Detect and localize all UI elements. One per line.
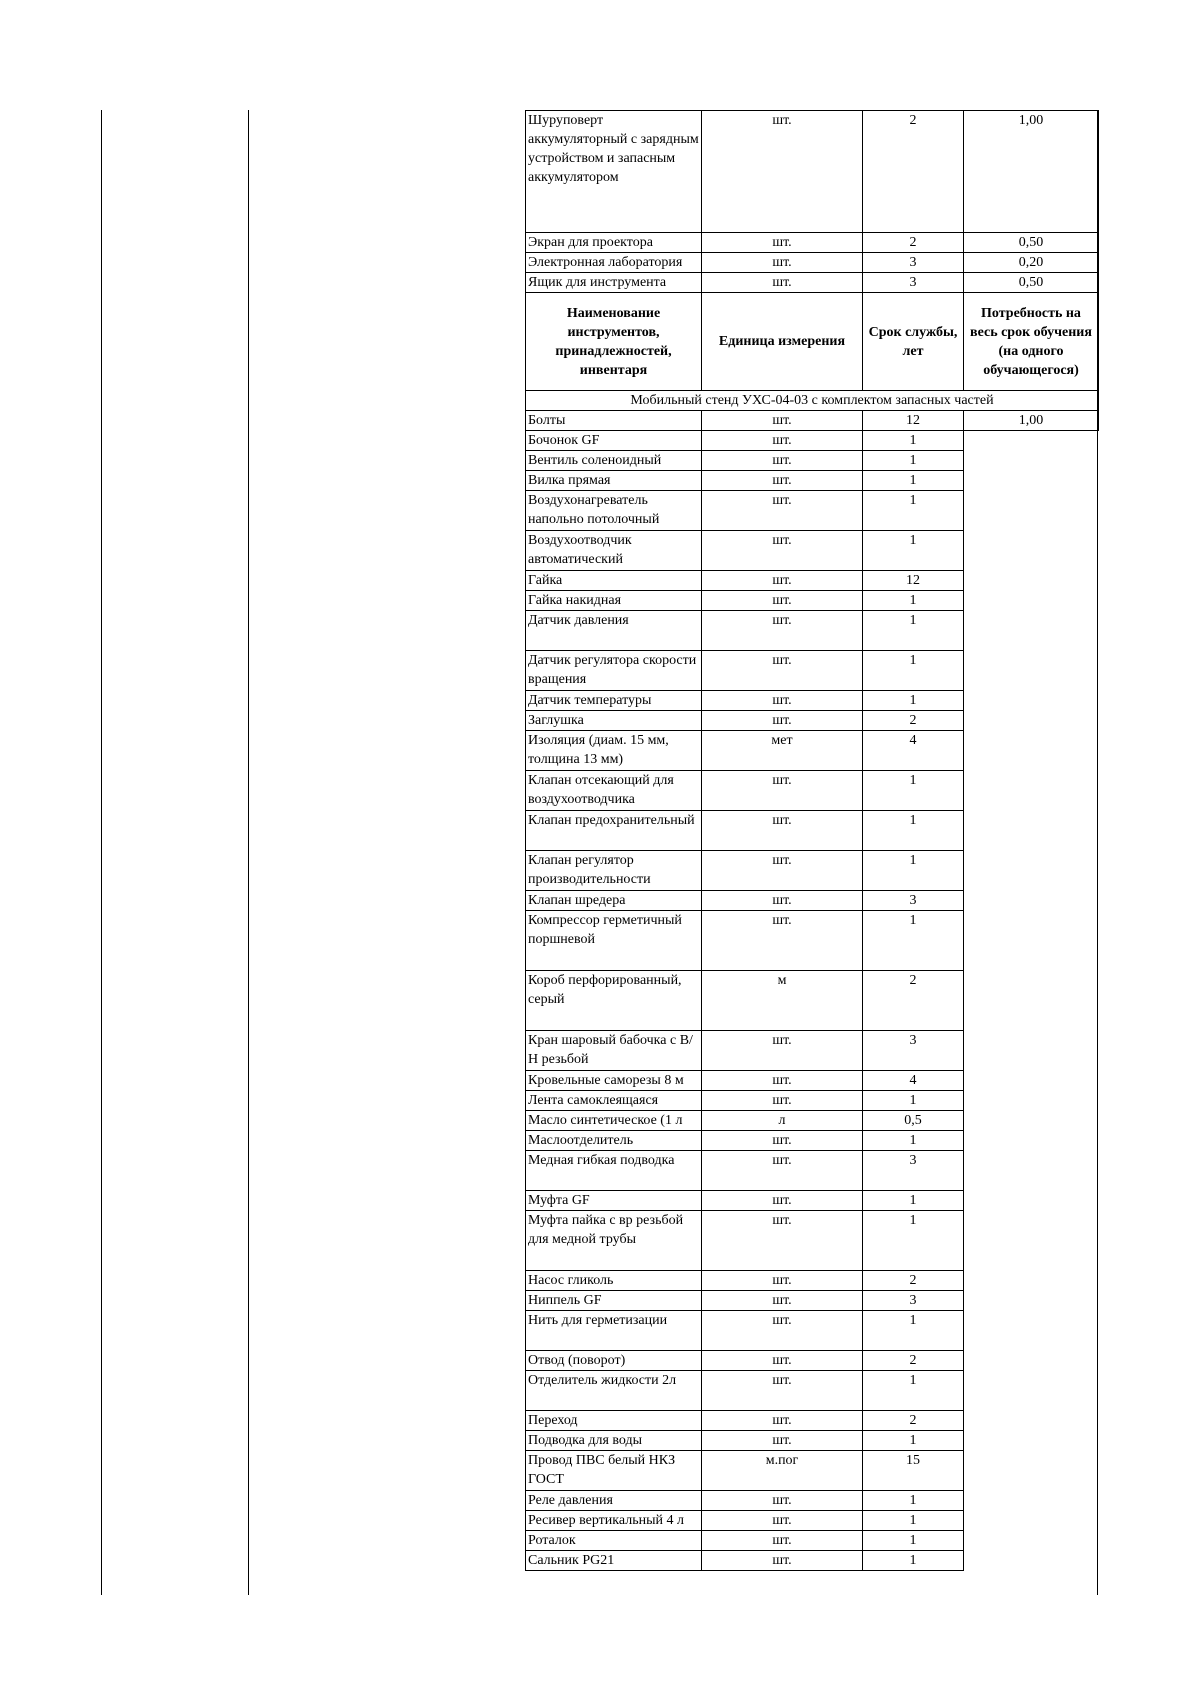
empty-cell xyxy=(964,891,1099,911)
table-row xyxy=(526,1511,1099,1531)
item-unit: шт. xyxy=(702,431,863,451)
table-row xyxy=(526,233,1099,253)
item-unit: шт. xyxy=(702,1311,863,1351)
table-row xyxy=(526,1271,1099,1291)
item-need: 0,50 xyxy=(964,273,1099,293)
item-service-life: 3 xyxy=(863,891,964,911)
item-unit: шт. xyxy=(702,651,863,691)
item-service-life: 1 xyxy=(863,491,964,531)
item-name: Ресивер вертикальный 4 л xyxy=(526,1511,702,1531)
item-name: Маслоотделитель xyxy=(526,1131,702,1151)
item-unit: шт. xyxy=(702,491,863,531)
item-unit: шт. xyxy=(702,1411,863,1431)
item-service-life: 15 xyxy=(863,1451,964,1491)
table-row xyxy=(526,691,1099,711)
item-service-life: 1 xyxy=(863,1511,964,1531)
table-row xyxy=(526,1031,1099,1071)
table-row xyxy=(526,253,1099,273)
table-row xyxy=(526,711,1099,731)
item-name: Вилка прямая xyxy=(526,471,702,491)
empty-cell xyxy=(964,431,1099,451)
item-unit: шт. xyxy=(702,1031,863,1071)
table-row xyxy=(526,1551,1099,1571)
item-service-life: 1 xyxy=(863,851,964,891)
item-service-life: 4 xyxy=(863,1071,964,1091)
inventory-table-body xyxy=(526,111,1099,1571)
item-service-life: 3 xyxy=(863,273,964,293)
empty-cell xyxy=(964,1191,1099,1211)
header-unit: Единица измерения xyxy=(702,293,863,391)
item-name: Воздухоотводчик автоматический xyxy=(526,531,702,571)
item-name: Клапан шредера xyxy=(526,891,702,911)
empty-cell xyxy=(964,1511,1099,1531)
header-service-life: Срок службы, лет xyxy=(863,293,964,391)
item-service-life: 1 xyxy=(863,1311,964,1351)
item-service-life: 1 xyxy=(863,1211,964,1271)
item-unit: шт. xyxy=(702,1211,863,1271)
inventory-table xyxy=(525,110,1099,1571)
item-service-life: 1 xyxy=(863,1131,964,1151)
empty-cell xyxy=(964,1411,1099,1431)
empty-cell xyxy=(964,971,1099,1031)
item-unit: шт. xyxy=(702,233,863,253)
item-need: 1,00 xyxy=(964,111,1099,233)
item-name: Бочонок GF xyxy=(526,431,702,451)
item-name: Клапан отсекающий для воздухоотводчика xyxy=(526,771,702,811)
item-name: Гайка накидная xyxy=(526,591,702,611)
item-service-life: 1 xyxy=(863,1531,964,1551)
item-name: Муфта GF xyxy=(526,1191,702,1211)
item-name: Заглушка xyxy=(526,711,702,731)
empty-cell xyxy=(964,1351,1099,1371)
item-name: Датчик температуры xyxy=(526,691,702,711)
item-unit: шт. xyxy=(702,451,863,471)
empty-cell xyxy=(964,771,1099,811)
item-service-life: 2 xyxy=(863,111,964,233)
item-need: 0,50 xyxy=(964,233,1099,253)
item-unit: шт. xyxy=(702,811,863,851)
item-unit: шт. xyxy=(702,1531,863,1551)
item-name: Короб перфорированный, серый xyxy=(526,971,702,1031)
table-row xyxy=(526,1431,1099,1451)
table-row xyxy=(526,1531,1099,1551)
item-name: Вентиль соленоидный xyxy=(526,451,702,471)
item-name: Датчик давления xyxy=(526,611,702,651)
table-row xyxy=(526,771,1099,811)
empty-cell xyxy=(964,1091,1099,1111)
table-row xyxy=(526,591,1099,611)
item-name: Реле давления xyxy=(526,1491,702,1511)
table-row xyxy=(526,1071,1099,1091)
item-service-life: 2 xyxy=(863,233,964,253)
item-service-life: 3 xyxy=(863,1291,964,1311)
item-service-life: 3 xyxy=(863,1031,964,1071)
table-row xyxy=(526,451,1099,471)
table-row xyxy=(526,731,1099,771)
empty-cell xyxy=(964,731,1099,771)
item-service-life: 3 xyxy=(863,1151,964,1191)
section-title: Мобильный стенд УХС-04-03 с комплектом запасных частей xyxy=(526,391,1099,411)
item-service-life: 2 xyxy=(863,711,964,731)
empty-cell xyxy=(964,611,1099,651)
item-unit: шт. xyxy=(702,591,863,611)
item-name: Переход xyxy=(526,1411,702,1431)
empty-cell xyxy=(964,1451,1099,1491)
item-name: Медная гибкая подводка xyxy=(526,1151,702,1191)
empty-cell xyxy=(964,1131,1099,1151)
item-service-life: 2 xyxy=(863,1271,964,1291)
table-row xyxy=(526,273,1099,293)
item-service-life: 1 xyxy=(863,611,964,651)
item-name: Клапан регулятор производительности xyxy=(526,851,702,891)
item-unit: шт. xyxy=(702,1511,863,1531)
empty-cell xyxy=(964,711,1099,731)
empty-cell xyxy=(964,531,1099,571)
item-name: Отвод (поворот) xyxy=(526,1351,702,1371)
item-service-life: 1 xyxy=(863,591,964,611)
item-unit: шт. xyxy=(702,1431,863,1451)
empty-cell xyxy=(964,1371,1099,1411)
item-unit: шт. xyxy=(702,411,863,431)
table-row xyxy=(526,1371,1099,1411)
empty-cell xyxy=(964,571,1099,591)
item-unit: шт. xyxy=(702,1191,863,1211)
empty-cell xyxy=(964,811,1099,851)
item-name: Экран для проектора xyxy=(526,233,702,253)
item-service-life: 0,5 xyxy=(863,1111,964,1131)
item-unit: шт. xyxy=(702,1371,863,1411)
empty-cell xyxy=(964,491,1099,531)
item-name: Масло синтетическое (1 л xyxy=(526,1111,702,1131)
item-unit: шт. xyxy=(702,771,863,811)
item-service-life: 1 xyxy=(863,451,964,471)
table-row xyxy=(526,571,1099,591)
table-row xyxy=(526,851,1099,891)
table-row xyxy=(526,651,1099,691)
table-row xyxy=(526,1351,1099,1371)
section-title-row xyxy=(526,391,1099,411)
empty-cell xyxy=(964,1111,1099,1131)
empty-cell xyxy=(964,1151,1099,1191)
empty-cell xyxy=(964,451,1099,471)
item-unit: шт. xyxy=(702,531,863,571)
left-margin-rule-1 xyxy=(101,110,102,1595)
empty-cell xyxy=(964,851,1099,891)
table-row xyxy=(526,531,1099,571)
table-row xyxy=(526,431,1099,451)
item-name: Изоляция (диам. 15 мм, толщина 13 мм) xyxy=(526,731,702,771)
empty-cell xyxy=(964,1291,1099,1311)
item-unit: м.пог xyxy=(702,1451,863,1491)
item-name: Муфта пайка с вр резьбой для медной трубы xyxy=(526,1211,702,1271)
item-name: Провод ПВС белый НКЗ ГОСТ xyxy=(526,1451,702,1491)
item-service-life: 1 xyxy=(863,1551,964,1571)
item-service-life: 1 xyxy=(863,1491,964,1511)
item-name: Отделитель жидкости 2л xyxy=(526,1371,702,1411)
empty-cell xyxy=(964,1431,1099,1451)
item-unit: шт. xyxy=(702,1491,863,1511)
item-name: Шуруповерт аккумуляторный с зарядным устройством и запасным аккумулятором xyxy=(526,111,702,233)
table-row xyxy=(526,1091,1099,1111)
item-service-life: 2 xyxy=(863,971,964,1031)
item-unit: шт. xyxy=(702,111,863,233)
item-service-life: 12 xyxy=(863,411,964,431)
item-name: Клапан предохранительный xyxy=(526,811,702,851)
item-name: Лента самоклеящаяся xyxy=(526,1091,702,1111)
item-unit: шт. xyxy=(702,253,863,273)
item-name: Роталок xyxy=(526,1531,702,1551)
table-row xyxy=(526,1411,1099,1431)
table-header-row xyxy=(526,293,1099,391)
item-service-life: 1 xyxy=(863,911,964,971)
item-name: Ящик для инструмента xyxy=(526,273,702,293)
table-row xyxy=(526,911,1099,971)
item-service-life: 2 xyxy=(863,1351,964,1371)
item-name: Кровельные саморезы 8 м xyxy=(526,1071,702,1091)
item-unit: шт. xyxy=(702,691,863,711)
item-service-life: 3 xyxy=(863,253,964,273)
item-name: Болты xyxy=(526,411,702,431)
header-name: Наименование инструментов, принадлежностей, инвентаря xyxy=(526,293,702,391)
item-name: Воздухонагреватель напольно потолочный xyxy=(526,491,702,531)
item-service-life: 4 xyxy=(863,731,964,771)
item-service-life: 12 xyxy=(863,571,964,591)
table-row xyxy=(526,1191,1099,1211)
item-unit: шт. xyxy=(702,571,863,591)
table-row xyxy=(526,971,1099,1031)
empty-cell xyxy=(964,1531,1099,1551)
item-unit: шт. xyxy=(702,1551,863,1571)
item-unit: шт. xyxy=(702,1091,863,1111)
table-row xyxy=(526,491,1099,531)
table-row xyxy=(526,891,1099,911)
item-name: Подводка для воды xyxy=(526,1431,702,1451)
item-service-life: 1 xyxy=(863,531,964,571)
table-row xyxy=(526,411,1099,431)
empty-cell xyxy=(964,1031,1099,1071)
item-service-life: 1 xyxy=(863,1091,964,1111)
table-row xyxy=(526,1491,1099,1511)
item-unit: шт. xyxy=(702,911,863,971)
item-unit: шт. xyxy=(702,1131,863,1151)
table-row xyxy=(526,811,1099,851)
item-name: Кран шаровый бабочка с В/Н резьбой xyxy=(526,1031,702,1071)
table-row xyxy=(526,611,1099,651)
empty-cell xyxy=(964,1551,1099,1571)
item-service-life: 1 xyxy=(863,1431,964,1451)
table-row xyxy=(526,1291,1099,1311)
empty-cell xyxy=(964,1211,1099,1271)
item-name: Гайка xyxy=(526,571,702,591)
table-row xyxy=(526,111,1099,233)
table-row xyxy=(526,1131,1099,1151)
section-need: 1,00 xyxy=(964,411,1099,431)
empty-cell xyxy=(964,1491,1099,1511)
item-unit: шт. xyxy=(702,1271,863,1291)
item-unit: шт. xyxy=(702,851,863,891)
empty-cell xyxy=(964,591,1099,611)
item-unit: м xyxy=(702,971,863,1031)
item-unit: шт. xyxy=(702,891,863,911)
item-unit: мет xyxy=(702,731,863,771)
empty-cell xyxy=(964,1071,1099,1091)
empty-cell xyxy=(964,471,1099,491)
table-row xyxy=(526,1311,1099,1351)
item-name: Нить для герметизации xyxy=(526,1311,702,1351)
item-unit: шт. xyxy=(702,611,863,651)
item-unit: шт. xyxy=(702,1071,863,1091)
empty-cell xyxy=(964,1311,1099,1351)
item-name: Датчик регулятора скорости вращения xyxy=(526,651,702,691)
item-service-life: 1 xyxy=(863,771,964,811)
table-row xyxy=(526,1111,1099,1131)
item-unit: л xyxy=(702,1111,863,1131)
item-service-life: 1 xyxy=(863,1191,964,1211)
header-need: Потребность на весь срок обучения (на одного обучающегося) xyxy=(964,293,1099,391)
item-service-life: 1 xyxy=(863,471,964,491)
item-name: Ниппель GF xyxy=(526,1291,702,1311)
empty-cell xyxy=(964,691,1099,711)
table-row xyxy=(526,1211,1099,1271)
item-service-life: 1 xyxy=(863,811,964,851)
table-row xyxy=(526,1151,1099,1191)
item-unit: шт. xyxy=(702,1151,863,1191)
item-unit: шт. xyxy=(702,273,863,293)
item-unit: шт. xyxy=(702,471,863,491)
table-row xyxy=(526,1451,1099,1491)
item-service-life: 2 xyxy=(863,1411,964,1431)
item-service-life: 1 xyxy=(863,691,964,711)
item-name: Компрессор герметичный поршневой xyxy=(526,911,702,971)
left-margin-rule-2 xyxy=(248,110,249,1595)
item-name: Электронная лаборатория xyxy=(526,253,702,273)
table-row xyxy=(526,471,1099,491)
empty-cell xyxy=(964,651,1099,691)
item-unit: шт. xyxy=(702,1291,863,1311)
item-unit: шт. xyxy=(702,1351,863,1371)
item-service-life: 1 xyxy=(863,431,964,451)
item-name: Сальник PG21 xyxy=(526,1551,702,1571)
item-unit: шт. xyxy=(702,711,863,731)
item-service-life: 1 xyxy=(863,651,964,691)
item-need: 0,20 xyxy=(964,253,1099,273)
item-name: Насос гликоль xyxy=(526,1271,702,1291)
empty-cell xyxy=(964,911,1099,971)
empty-cell xyxy=(964,1271,1099,1291)
item-service-life: 1 xyxy=(863,1371,964,1411)
